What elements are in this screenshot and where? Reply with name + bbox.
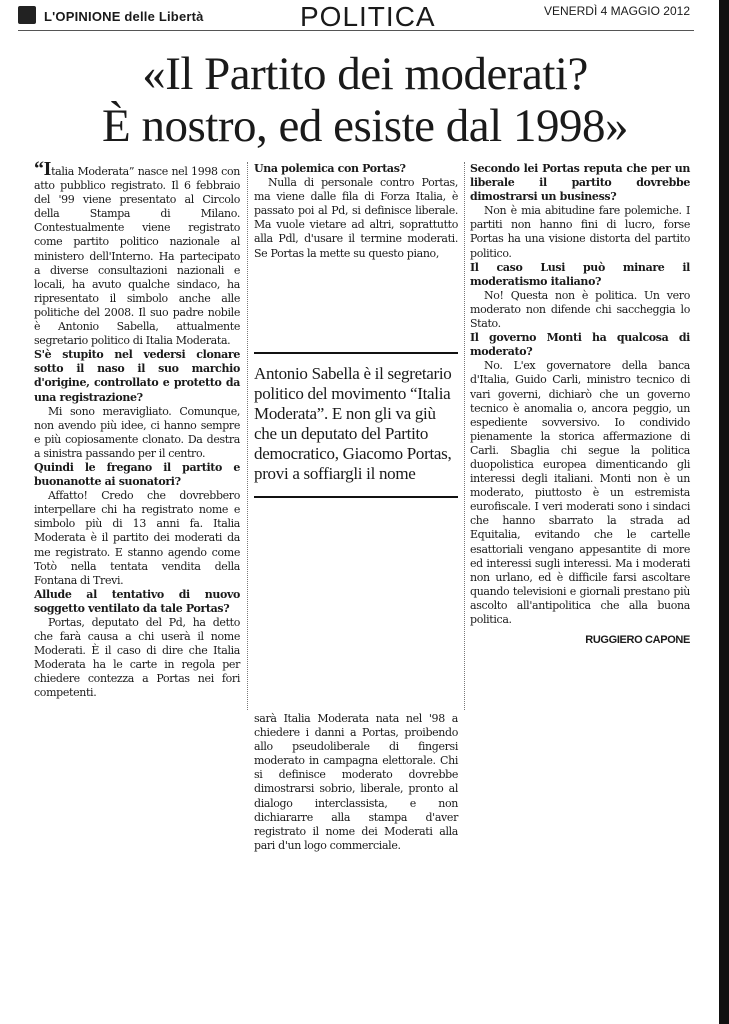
article-column-1	[34, 158, 240, 701]
question-1: S'è stupito nel vedersi clonare sotto il naso il suo marchio d'origine, controllato e protetto da una registrazione?	[34, 348, 240, 404]
answer-1: Mi sono meravigliato. Comunque, non avendo più idee, ci hanno sempre e più copiosamente clonato. Da destra a sinistra passando per il centro.	[34, 404, 240, 460]
question-6: Il caso Lusi può minare il moderatismo italiano?	[470, 260, 690, 288]
newspaper-logo-icon	[18, 6, 36, 24]
article-author: RUGGIERO CAPONE	[585, 634, 690, 647]
article-column-2	[254, 162, 458, 261]
article-column-2-continued	[254, 712, 458, 853]
answer-6: No! Questa non è politica. Un vero moderato non difende chi saccheggia lo Stato.	[470, 288, 690, 331]
answer-7: No. L'ex governatore della banca d'Italia, Guido Carli, ministro tecnico di vari governi, dichiarò che un governo tecnico è anomalia o, ancora peggio, un espediente sovversivo. Io condivido pienamente la storica affermazione di Carli. Sbaglia chi segue la politica duopolistica europea dimenticando gli interessi degli italiani. Monti non è un moderato, piuttosto è un estremista eurofiscale. I veri moderati sono i sindaci che hanno sbarrato la strada ad Equitalia, evitando che le cartelle esattoriali vengano appesantite di more ed interessi sugli interessi. Ma i moderati non urlano, ed è difficile farsi ascoltare quando televisioni e giornali prestano più ascolto all'antipolitica che alla buona politica.	[470, 359, 690, 626]
page-header	[18, 1, 694, 32]
headline-line-1: «Il Partito dei moderati?	[142, 48, 588, 100]
question-7: Il governo Monti ha qualcosa di moderato?	[470, 331, 690, 359]
intro-text: talia Moderata” nasce nel 1998 con atto pubblico registrato. Il 6 febbraio del '99 viene presentato al Circolo della Stampa di Milano. Contestualmente viene registrato come partito politico nazionale al ministero dell'Interno. Ha partecipato a diverse consultazioni nazionali e locali, ha avuto qualche sindaco, ha ripresentato il simbolo anche alle politiche del 2008. Il suo padre nobile è Antonio Sabella, attualmente segretario politico di Italia Moderata.	[34, 165, 240, 348]
column-divider-1	[247, 162, 248, 710]
section-title: POLITICA	[300, 1, 436, 32]
headline-line-2: È nostro, ed esiste dal 1998»	[102, 100, 628, 152]
answer-2: Affatto! Credo che dovrebbero interpellare chi ha registrato nome e simbolo più di 13 anni fa. Italia Moderata è il partito dei moderati da me registrato. E stanno agendo come Totò nella tentata vendita della Fontana di Trevi.	[34, 489, 240, 587]
answer-5: Non è mia abitudine fare polemiche. I partiti non hanno fini di lucro, forse Portas ha una visione distorta del partito politico.	[470, 204, 690, 260]
pull-quote: Antonio Sabella è il segretario politico del movimento “Italia Moderata”. E non gli va giù che un deputato del Partito democratico, Giacomo Portas, provi a soffiargli il nome	[254, 364, 452, 483]
intro-paragraph	[34, 158, 240, 348]
newspaper-name: L'OPINIONE delle Libertà	[44, 9, 204, 24]
answer-4: Nulla di personale contro Portas, ma viene dalle fila di Forza Italia, è passato poi al Pd, si definisce liberale. Ma vuole vietare ad altri, soprattutto alla Pdl, d'usare il termine moderati. Se Portas la mette su questo piano,	[254, 176, 458, 260]
drop-cap: “I	[34, 158, 52, 180]
column-divider-2	[464, 162, 465, 710]
question-4: Una polemica con Portas?	[254, 162, 406, 175]
question-5: Secondo lei Portas reputa che per un liberale il partito dovrebbe dimostrarsi un business?	[470, 162, 690, 204]
page-edge	[719, 0, 729, 1024]
article-headline	[40, 48, 690, 152]
answer-4-continued: sarà Italia Moderata nata nel '98 a chiedere i danni a Portas, proibendo allo pseudoliberale di fingersi moderato in campagna elettorale. Chi si definisce moderato dovrebbe dimostrarsi sobrio, liberale, pronto al dialogo interclassista, e non dichiararre alla stampa d'aver registrato il nome dei Moderati alla pari d'un logo commerciale.	[254, 712, 458, 852]
question-2: Quindi le fregano il partito e buonanotte ai suonatori?	[34, 460, 240, 489]
article-column-3	[470, 162, 690, 647]
answer-3: Portas, deputato del Pd, ha detto che farà causa a chi userà il nome Moderati. È il caso di dire che Italia Moderata ha le carte in regola per chiedere contezza a Portas nei fori competenti.	[34, 616, 240, 700]
pull-quote-box	[254, 352, 458, 498]
issue-date: VENERDÌ 4 MAGGIO 2012	[543, 4, 690, 18]
question-3: Allude al tentativo di nuovo soggetto ventilato da tale Portas?	[34, 587, 240, 615]
